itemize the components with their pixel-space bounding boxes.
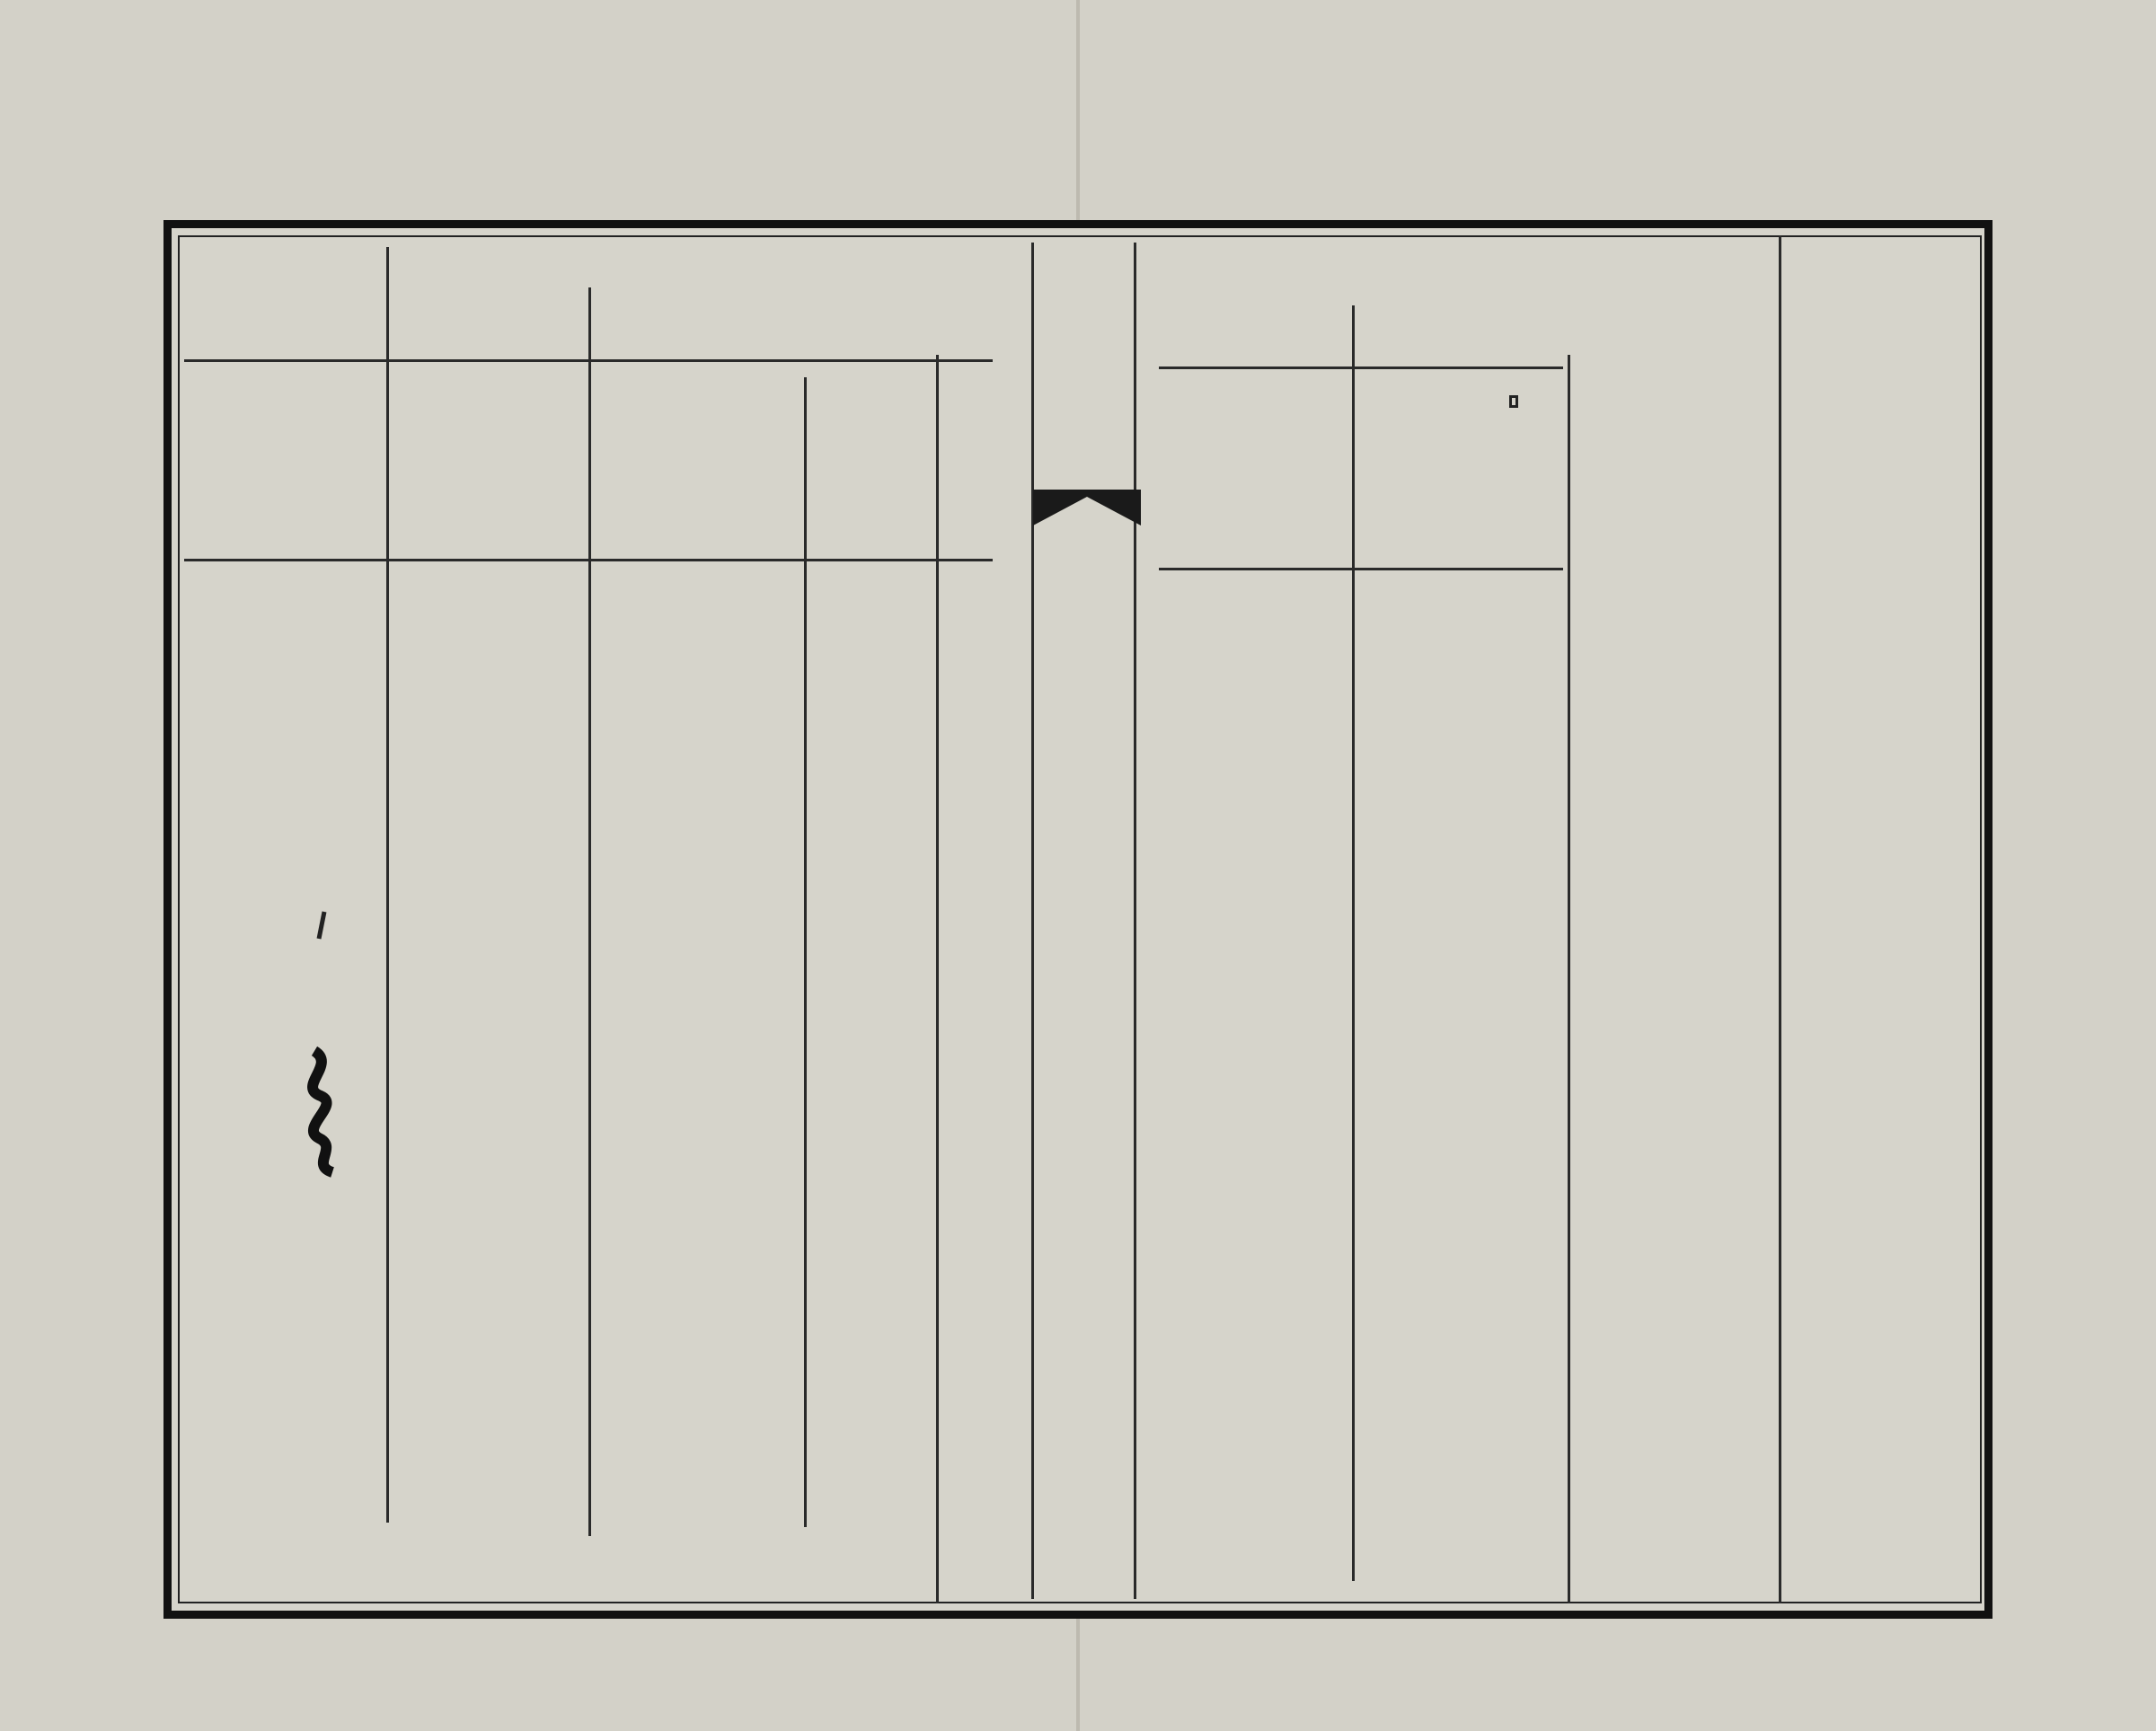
header-rule: [1159, 367, 1563, 369]
column-divider: [1352, 305, 1355, 1581]
page-frame-inner: [178, 235, 1982, 1603]
column-divider: [386, 247, 389, 1523]
spine-border-right: [1134, 243, 1136, 1599]
header-rule: [184, 559, 993, 561]
ink-mark: [292, 903, 346, 1181]
spine-border-left: [1031, 243, 1034, 1599]
header-rule: [1159, 568, 1563, 570]
header-rule: [184, 359, 993, 362]
fishtail-mark: [1033, 490, 1141, 525]
generation-mark: [1509, 395, 1518, 408]
column-divider: [936, 355, 939, 1603]
column-divider: [1779, 235, 1781, 1603]
column-divider: [588, 287, 591, 1536]
column-divider: [804, 377, 807, 1527]
column-divider: [1568, 355, 1570, 1603]
